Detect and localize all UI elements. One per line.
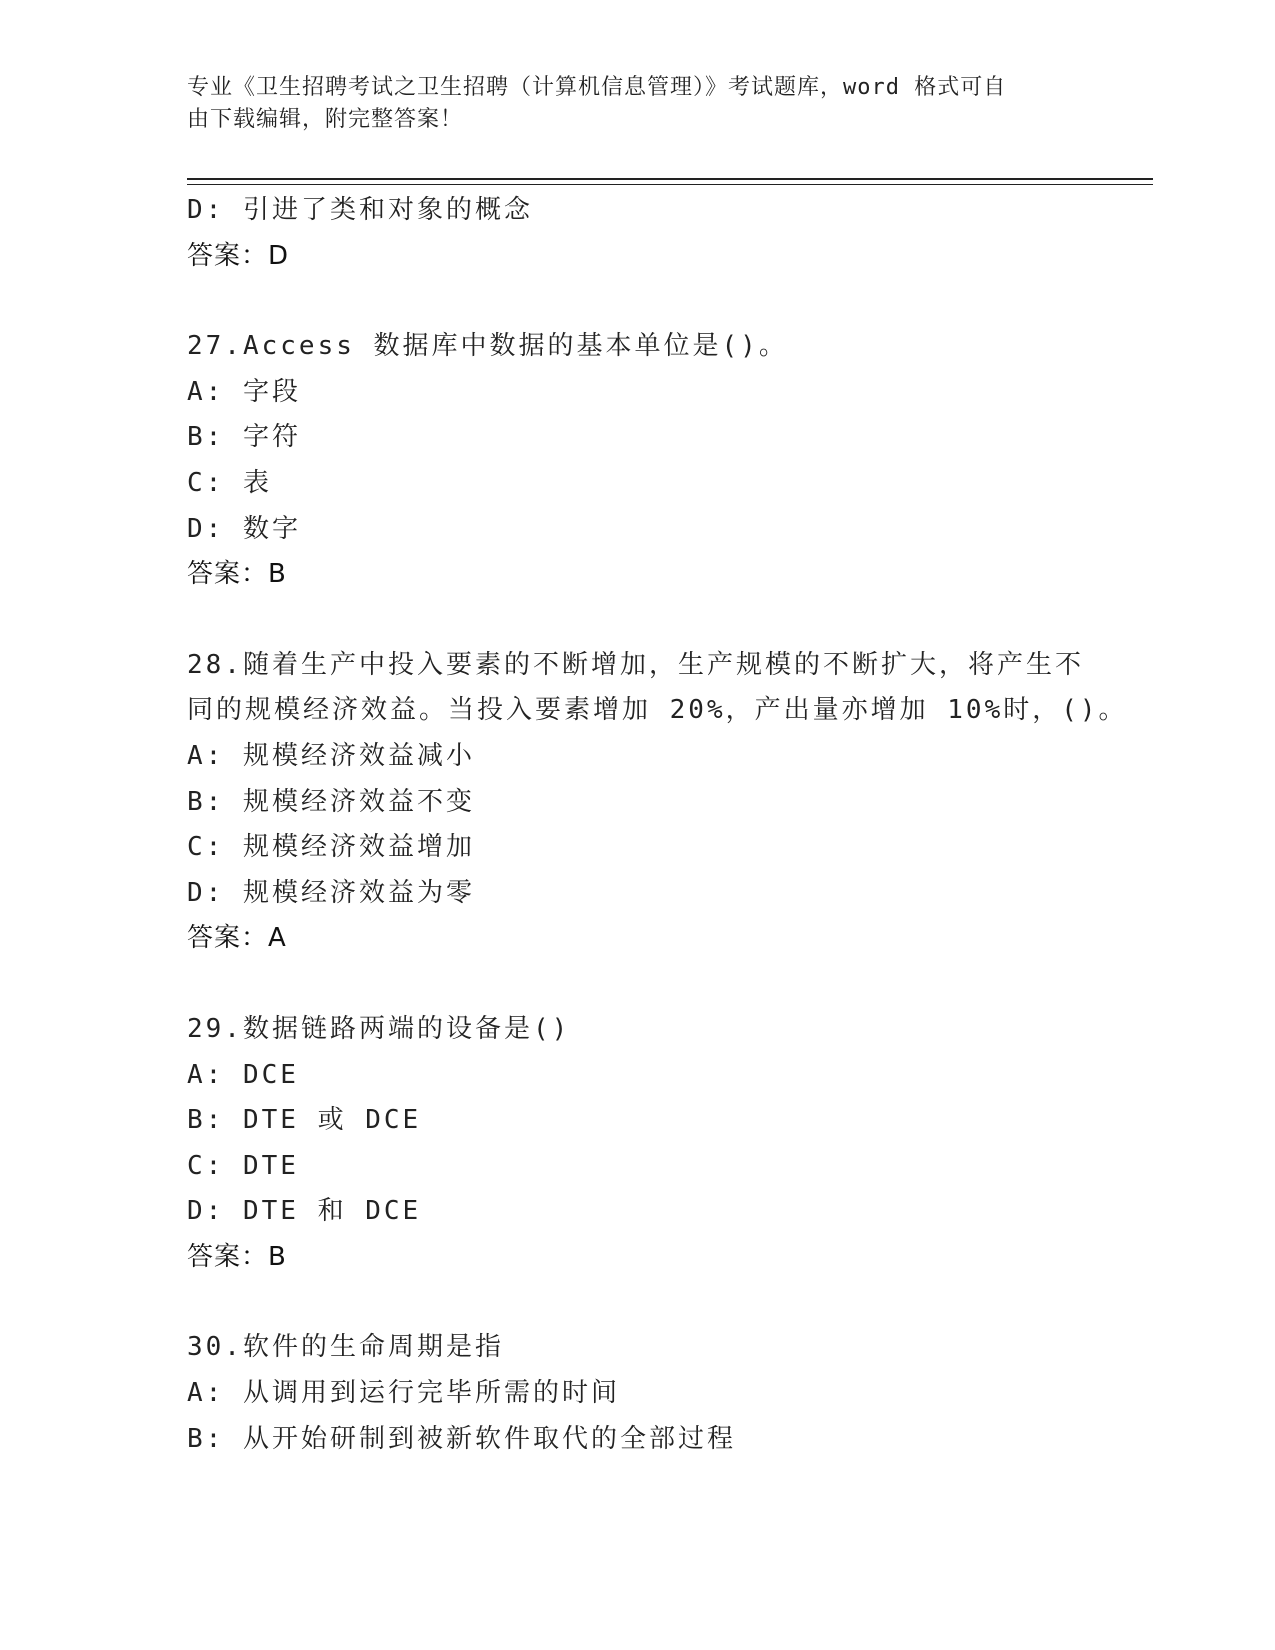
- option-a: A: 从调用到运行完毕所需的时间: [187, 1378, 620, 1409]
- option-b: B: 从开始研制到被新软件取代的全部过程: [187, 1423, 736, 1454]
- question-fragment: [187, 188, 1087, 279]
- option-c: C: 表: [187, 467, 272, 498]
- option-d: D: 引进了类和对象的概念: [187, 195, 533, 225]
- header-line-1: 专业《卫生招聘考试之卫生招聘（计算机信息管理）》考试题库，word 格式可自: [187, 75, 1007, 100]
- option-c: C: 规模经济效益增加: [187, 832, 475, 863]
- option-d: D: DTE 和 DCE: [187, 1196, 422, 1227]
- question-stem: 30.软件的生命周期是指: [187, 1332, 504, 1363]
- question-29: [187, 1007, 1087, 1281]
- option-d: D: 规模经济效益为零: [187, 877, 475, 908]
- header-divider-thick: [187, 178, 1153, 180]
- question-stem: 27.Access 数据库中数据的基本单位是()。: [187, 331, 788, 362]
- option-a: A: 字段: [187, 376, 301, 407]
- question-stem: 29.数据链路两端的设备是(): [187, 1013, 571, 1044]
- option-a: A: 规模经济效益减小: [187, 740, 475, 771]
- document-header: [187, 72, 1067, 136]
- answer-line: 答案：B: [187, 1241, 287, 1272]
- question-30: [187, 1325, 1087, 1462]
- answer-line: 答案：A: [187, 923, 287, 954]
- header-line-2: 由下载编辑，附完整答案！: [187, 107, 464, 132]
- question-stem-continued: 同的规模经济效益。当投入要素增加 20%，产出量亦增加 10%时，()。: [187, 695, 1128, 726]
- option-b: B: 字符: [187, 422, 301, 453]
- option-b: B: 规模经济效益不变: [187, 786, 475, 817]
- question-stem: 28.随着生产中投入要素的不断增加，生产规模的不断扩大，将产生不: [187, 649, 1084, 680]
- option-a: A: DCE: [187, 1059, 299, 1090]
- question-28: [187, 643, 1128, 962]
- answer-line: 答案：D: [187, 240, 290, 271]
- header-divider-thin: [187, 184, 1153, 185]
- option-c: C: DTE: [187, 1150, 299, 1181]
- option-d: D: 数字: [187, 513, 301, 544]
- question-list: [187, 188, 1128, 1462]
- answer-line: 答案：B: [187, 559, 287, 590]
- question-27: [187, 324, 1087, 598]
- option-b: B: DTE 或 DCE: [187, 1105, 422, 1136]
